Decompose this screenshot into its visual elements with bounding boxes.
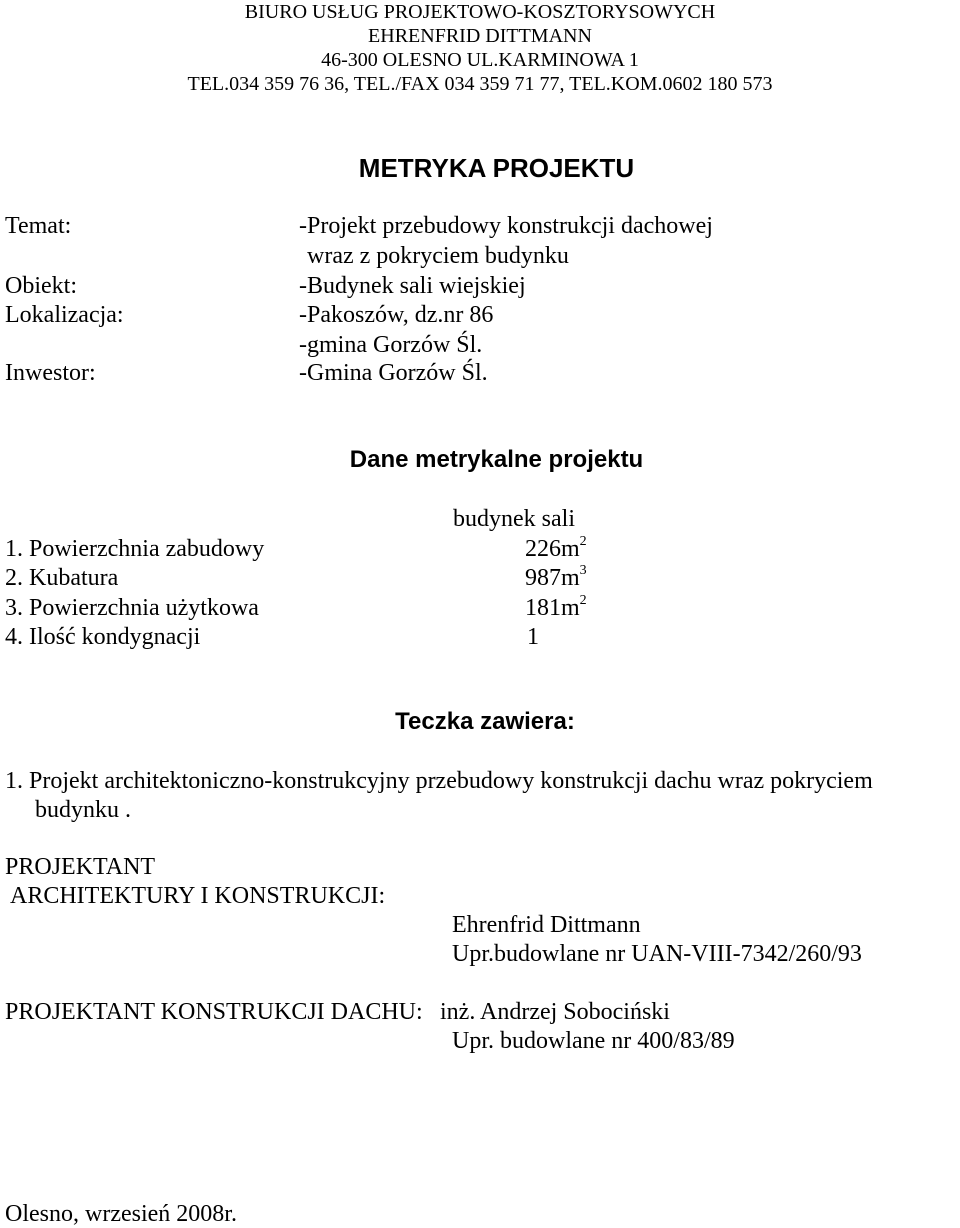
- metric-row-label: 2. Kubatura: [5, 565, 119, 591]
- metric-heading: Dane metrykalne projektu: [349, 446, 644, 473]
- lokalizacja-label: Lokalizacja:: [5, 302, 124, 328]
- metric-row-value: $987m^3$: [525, 563, 587, 591]
- lokalizacja-value-line2: -gmina Gorzów Śl.: [299, 332, 483, 358]
- metric-row-label: 3. Powierzchnia użytkowa: [5, 595, 259, 621]
- architect-title: PROJEKTANT: [5, 854, 156, 880]
- metric-row-value: 1: [527, 624, 539, 650]
- company-phones: TEL.034 359 76 36, TEL./FAX 034 359 71 77, TEL.KOM.0602 180 573: [187, 73, 773, 95]
- roof-designer-license: Upr. budowlane nr 400/83/89: [452, 1028, 735, 1054]
- architect-name: Ehrenfrid Dittmann: [452, 912, 641, 938]
- roof-designer-title: PROJEKTANT KONSTRUKCJI DACHU:: [5, 999, 423, 1025]
- inwestor-label: Inwestor:: [5, 360, 96, 386]
- company-owner: EHRENFRID DITTMANN: [368, 25, 592, 47]
- roof-designer-name: inż. Andrzej Sobociński: [440, 999, 670, 1025]
- lokalizacja-value-line1: -Pakoszów, dz.nr 86: [299, 302, 494, 328]
- architect-license: Upr.budowlane nr UAN-VIII-7342/260/93: [452, 941, 862, 967]
- company-header: [0, 0, 960, 96]
- contents-item-line2: budynku .: [35, 797, 131, 823]
- temat-label: Temat:: [5, 213, 72, 239]
- metric-row-value: $181m^2$: [525, 593, 587, 621]
- temat-value-line2: wraz z pokryciem budynku: [307, 243, 569, 269]
- company-address: 46-300 OLESNO UL.KARMINOWA 1: [321, 49, 639, 71]
- obiekt-label: Obiekt:: [5, 273, 77, 299]
- place-date: Olesno, wrzesień 2008r.: [5, 1201, 237, 1227]
- obiekt-value: -Budynek sali wiejskiej: [299, 273, 526, 299]
- contents-heading: Teczka zawiera:: [395, 708, 575, 735]
- page-title: METRYKA PROJEKTU: [358, 153, 635, 183]
- contents-item-line1: 1. Projekt architektoniczno-konstrukcyjny przebudowy konstrukcji dachu wraz pokryciem: [5, 768, 873, 794]
- metric-row-label: 4. Ilość kondygnacji: [5, 624, 201, 650]
- architect-subtitle: ARCHITEKTURY I KONSTRUKCJI:: [10, 883, 386, 909]
- company-name: BIURO USŁUG PROJEKTOWO-KOSZTORYSOWYCH: [244, 1, 716, 23]
- temat-value-line1: -Projekt przebudowy konstrukcji dachowej: [299, 213, 713, 239]
- inwestor-value: -Gmina Gorzów Śl.: [299, 360, 488, 386]
- metric-row-value: $226m^2$: [525, 534, 587, 562]
- metric-column-header: budynek sali: [453, 506, 575, 532]
- metric-row-label: 1. Powierzchnia zabudowy: [5, 536, 265, 562]
